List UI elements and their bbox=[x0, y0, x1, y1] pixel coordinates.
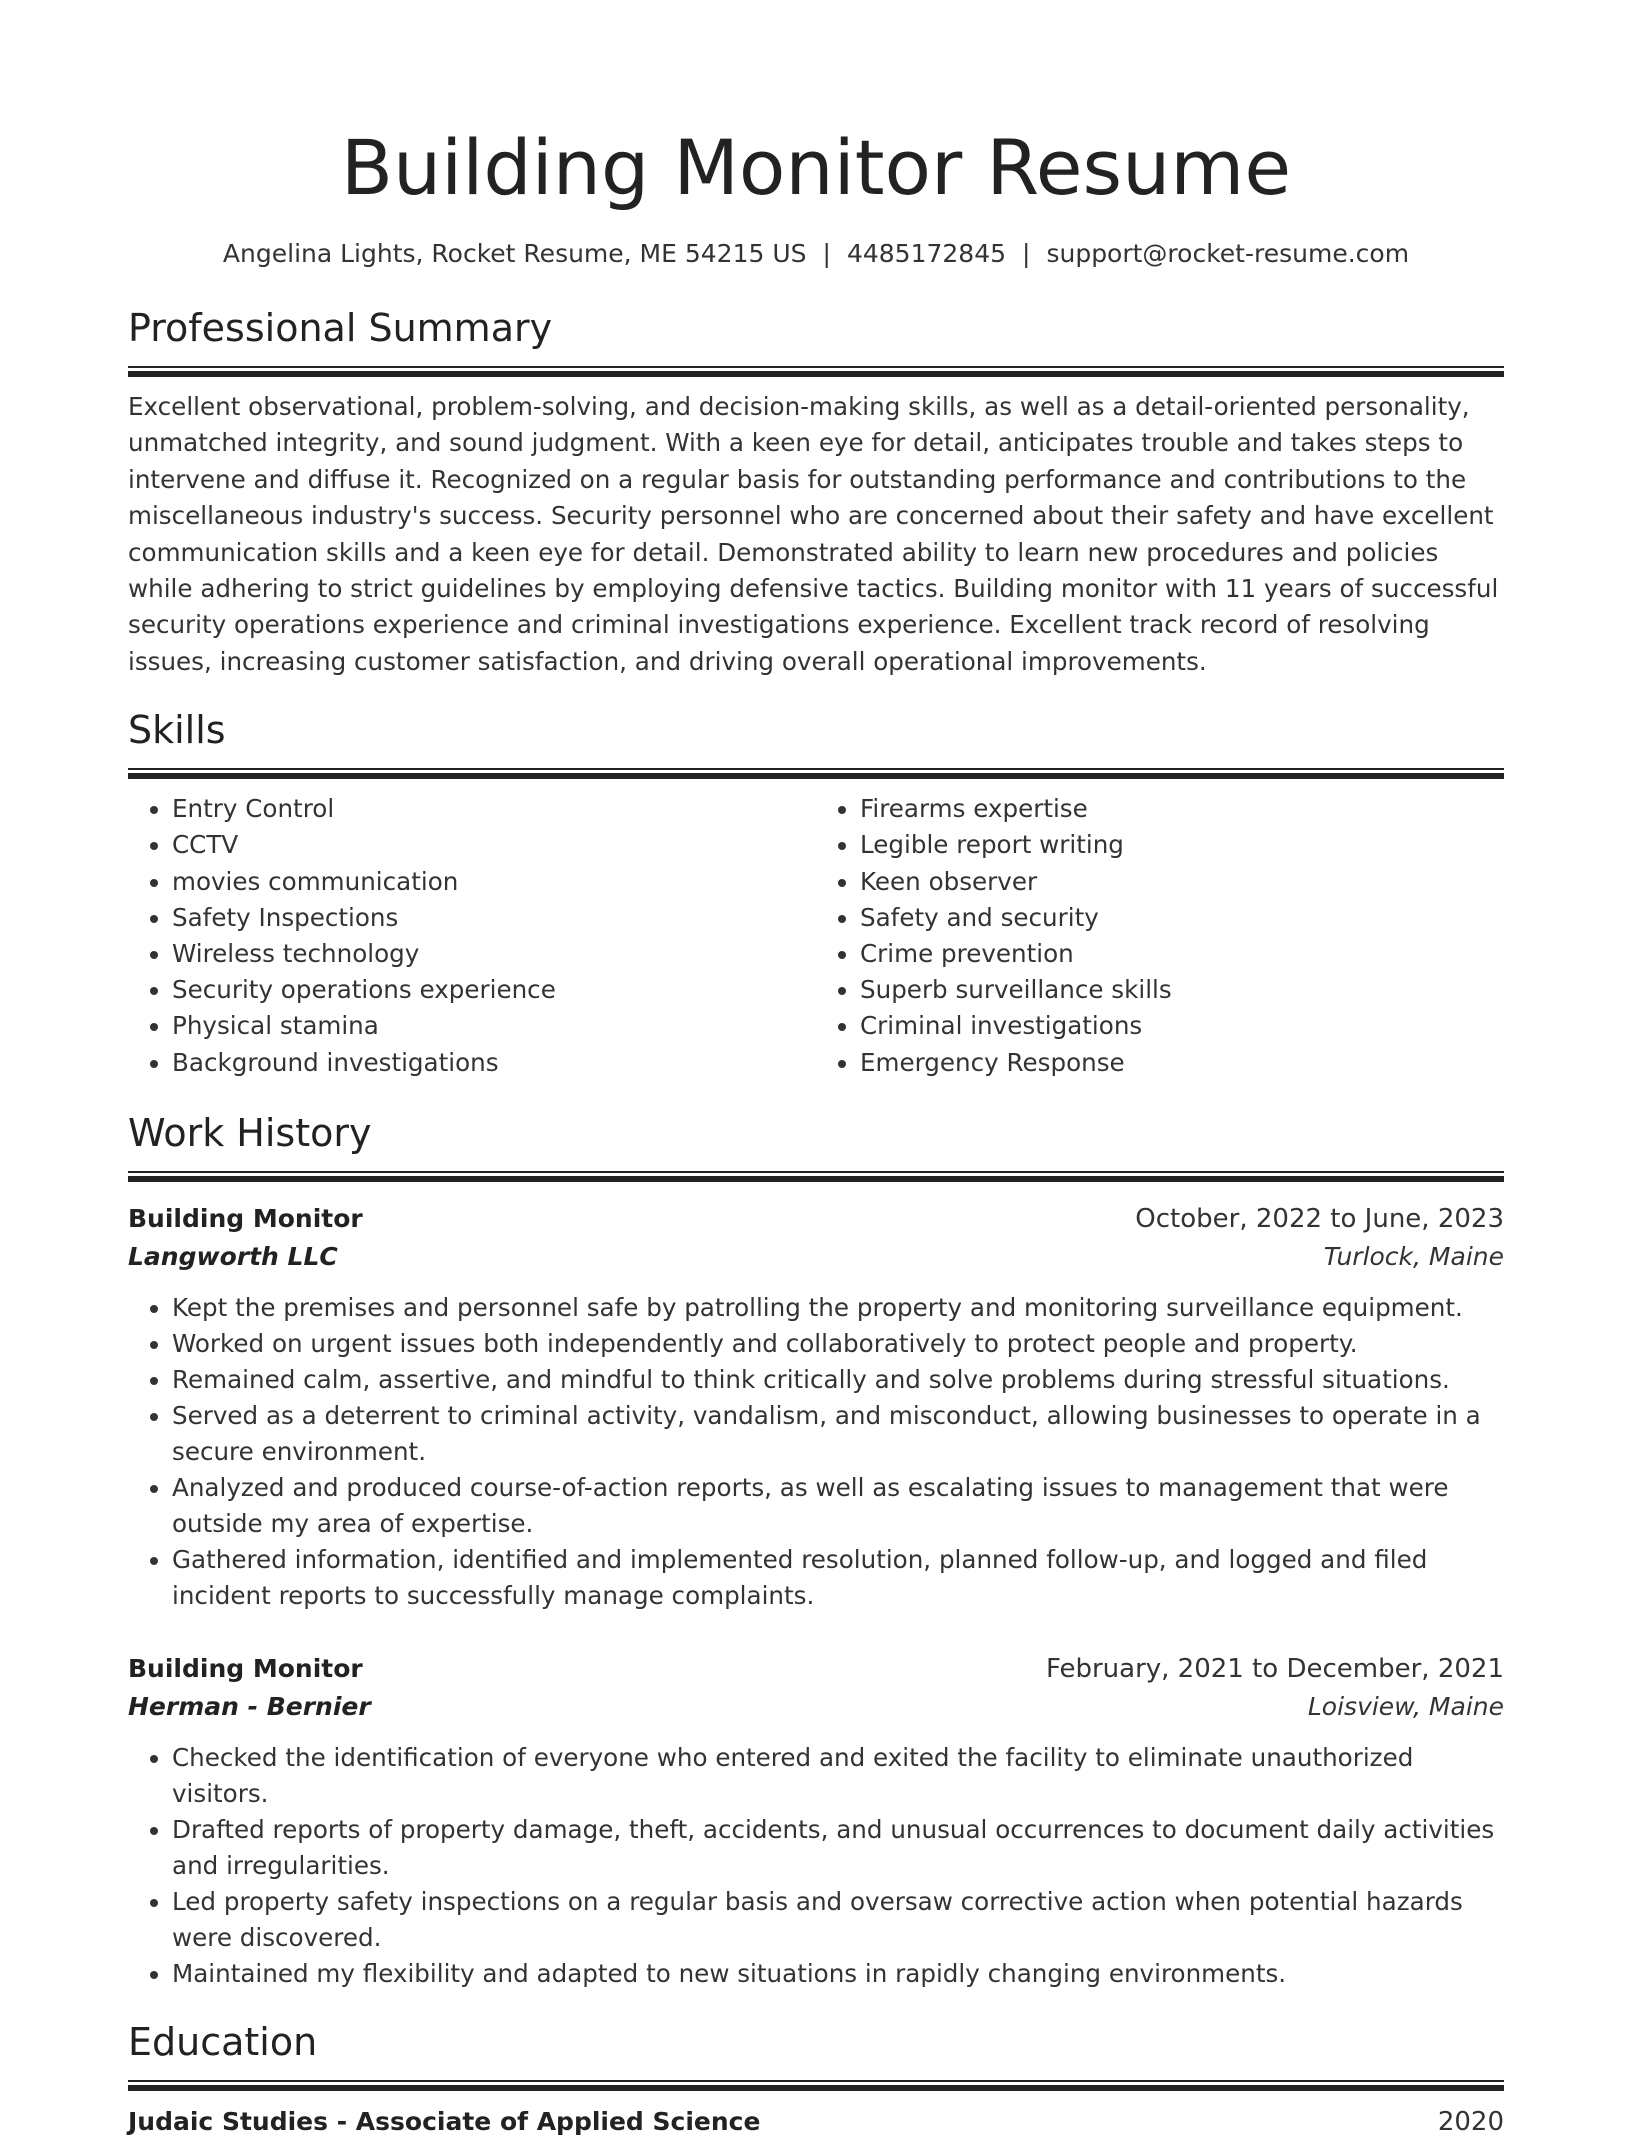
skill-item: • Legible report writing bbox=[860, 827, 1504, 863]
job-dates: February, 2021 to December, 2021 bbox=[1045, 1653, 1504, 1684]
work-history-heading: Work History bbox=[128, 1110, 372, 1155]
contact-phone: 4485172845 bbox=[846, 239, 1007, 268]
skill-item: • CCTV bbox=[172, 827, 816, 863]
skills-section bbox=[128, 706, 1504, 1081]
skill-item: • Safety Inspections bbox=[172, 900, 816, 936]
education-heading: Education bbox=[128, 2019, 318, 2064]
job-bullets bbox=[128, 1290, 1504, 1614]
skills-grid bbox=[128, 791, 1504, 1081]
summary-section bbox=[128, 304, 1504, 680]
skills-right-column bbox=[816, 791, 1504, 1081]
contact-line bbox=[128, 236, 1504, 272]
skill-item: • Background investigations bbox=[172, 1045, 816, 1081]
work-history-section bbox=[128, 1109, 1504, 1992]
skill-item: • Keen observer bbox=[860, 864, 1504, 900]
skill-item: • Superb surveillance skills bbox=[860, 972, 1504, 1008]
job-bullet: • Worked on urgent issues both independently and collaboratively to protect people and property. bbox=[172, 1326, 1504, 1362]
skill-item: • Emergency Response bbox=[860, 1045, 1504, 1081]
job-entry bbox=[128, 1200, 1504, 1614]
job-entry bbox=[128, 1650, 1504, 1992]
job-bullet: • Kept the premises and personnel safe by patrolling the property and monitoring surveillance equipment. bbox=[172, 1290, 1504, 1326]
skill-item: • Safety and security bbox=[860, 900, 1504, 936]
contact-address: Angelina Lights, Rocket Resume, ME 54215 US bbox=[222, 239, 807, 268]
skill-item: • Firearms expertise bbox=[860, 791, 1504, 827]
job-bullet: • Checked the identification of everyone who entered and exited the facility to eliminate unauthorized visitors. bbox=[172, 1740, 1504, 1812]
contact-separator: | bbox=[822, 239, 831, 268]
skill-item: • Entry Control bbox=[172, 791, 816, 827]
skill-item: • Criminal investigations bbox=[860, 1008, 1504, 1044]
job-location: Loisview, Maine bbox=[1307, 1691, 1504, 1721]
job-bullets bbox=[128, 1740, 1504, 1992]
job-title: Building Monitor bbox=[128, 1653, 363, 1683]
job-bullet: • Drafted reports of property damage, theft, accidents, and unusual occurrences to document daily activities and irregularities. bbox=[172, 1812, 1504, 1884]
job-bullet: • Led property safety inspections on a regular basis and oversaw corrective action when potential hazards were discovered. bbox=[172, 1884, 1504, 1956]
skills-heading: Skills bbox=[128, 708, 226, 753]
job-bullet: • Maintained my flexibility and adapted to new situations in rapidly changing environments. bbox=[172, 1956, 1504, 1992]
skill-item: • Crime prevention bbox=[860, 936, 1504, 972]
education-entry: Judaic Studies - Associate of Applied Science bbox=[128, 2106, 761, 2136]
skill-item: • Physical stamina bbox=[172, 1008, 816, 1044]
skill-item: • Security operations experience bbox=[172, 972, 816, 1008]
section-divider bbox=[128, 366, 1504, 377]
resume-title: Building Monitor Resume bbox=[340, 123, 1292, 212]
job-bullet: • Served as a deterrent to criminal activity, vandalism, and misconduct, allowing businesses to operate in a secure environment. bbox=[172, 1398, 1504, 1470]
job-company-row bbox=[128, 1238, 1504, 1276]
summary-text: Excellent observational, problem-solving, and decision-making skills, as well as a detail-oriented personality, unmatched integrity, and sound judgment. With a keen eye for detail, anticipates trouble and takes steps to intervene and diffuse it. Recognized on a regular basis for outstanding performance and contributions to the miscellaneous industry's success. Security personnel who are concerned about their safety and have excellent communication skills and a keen eye for detail. Demonstrated ability to learn new procedures and policies while adhering to strict guidelines by employing defensive tactics. Building monitor with 11 years of successful security operations experience and criminal investigations experience. Excellent track record of resolving issues, increasing customer satisfaction, and driving overall operational improvements. bbox=[128, 392, 1499, 676]
education-year: 2020 bbox=[1437, 2106, 1504, 2137]
section-divider bbox=[128, 2080, 1504, 2091]
education-section bbox=[128, 2018, 1504, 2141]
contact-email[interactable]: support@rocket-resume.com bbox=[1046, 239, 1410, 268]
job-title: Building Monitor bbox=[128, 1203, 363, 1233]
job-header-row bbox=[128, 1200, 1504, 1238]
skill-item: • movies communication bbox=[172, 864, 816, 900]
section-divider bbox=[128, 1171, 1504, 1182]
section-divider bbox=[128, 768, 1504, 779]
skill-item: • Wireless technology bbox=[172, 936, 816, 972]
job-bullet: • Gathered information, identified and implemented resolution, planned follow-up, and logged and filed incident reports to successfully manage complaints. bbox=[172, 1542, 1504, 1614]
summary-heading: Professional Summary bbox=[128, 306, 553, 350]
job-company: Herman - Bernier bbox=[128, 1691, 371, 1721]
job-dates: October, 2022 to June, 2023 bbox=[1135, 1203, 1504, 1234]
job-bullet: • Analyzed and produced course-of-action reports, as well as escalating issues to management that were outside my area of expertise. bbox=[172, 1470, 1504, 1542]
skills-left-column bbox=[128, 791, 816, 1081]
job-bullet: • Remained calm, assertive, and mindful to think critically and solve problems during stressful situations. bbox=[172, 1362, 1504, 1398]
job-company-row bbox=[128, 1688, 1504, 1726]
job-company: Langworth LLC bbox=[128, 1241, 338, 1271]
education-entry-row bbox=[128, 2103, 1504, 2141]
job-location: Turlock, Maine bbox=[1323, 1241, 1504, 1271]
job-header-row bbox=[128, 1650, 1504, 1688]
contact-separator: | bbox=[1022, 239, 1031, 268]
